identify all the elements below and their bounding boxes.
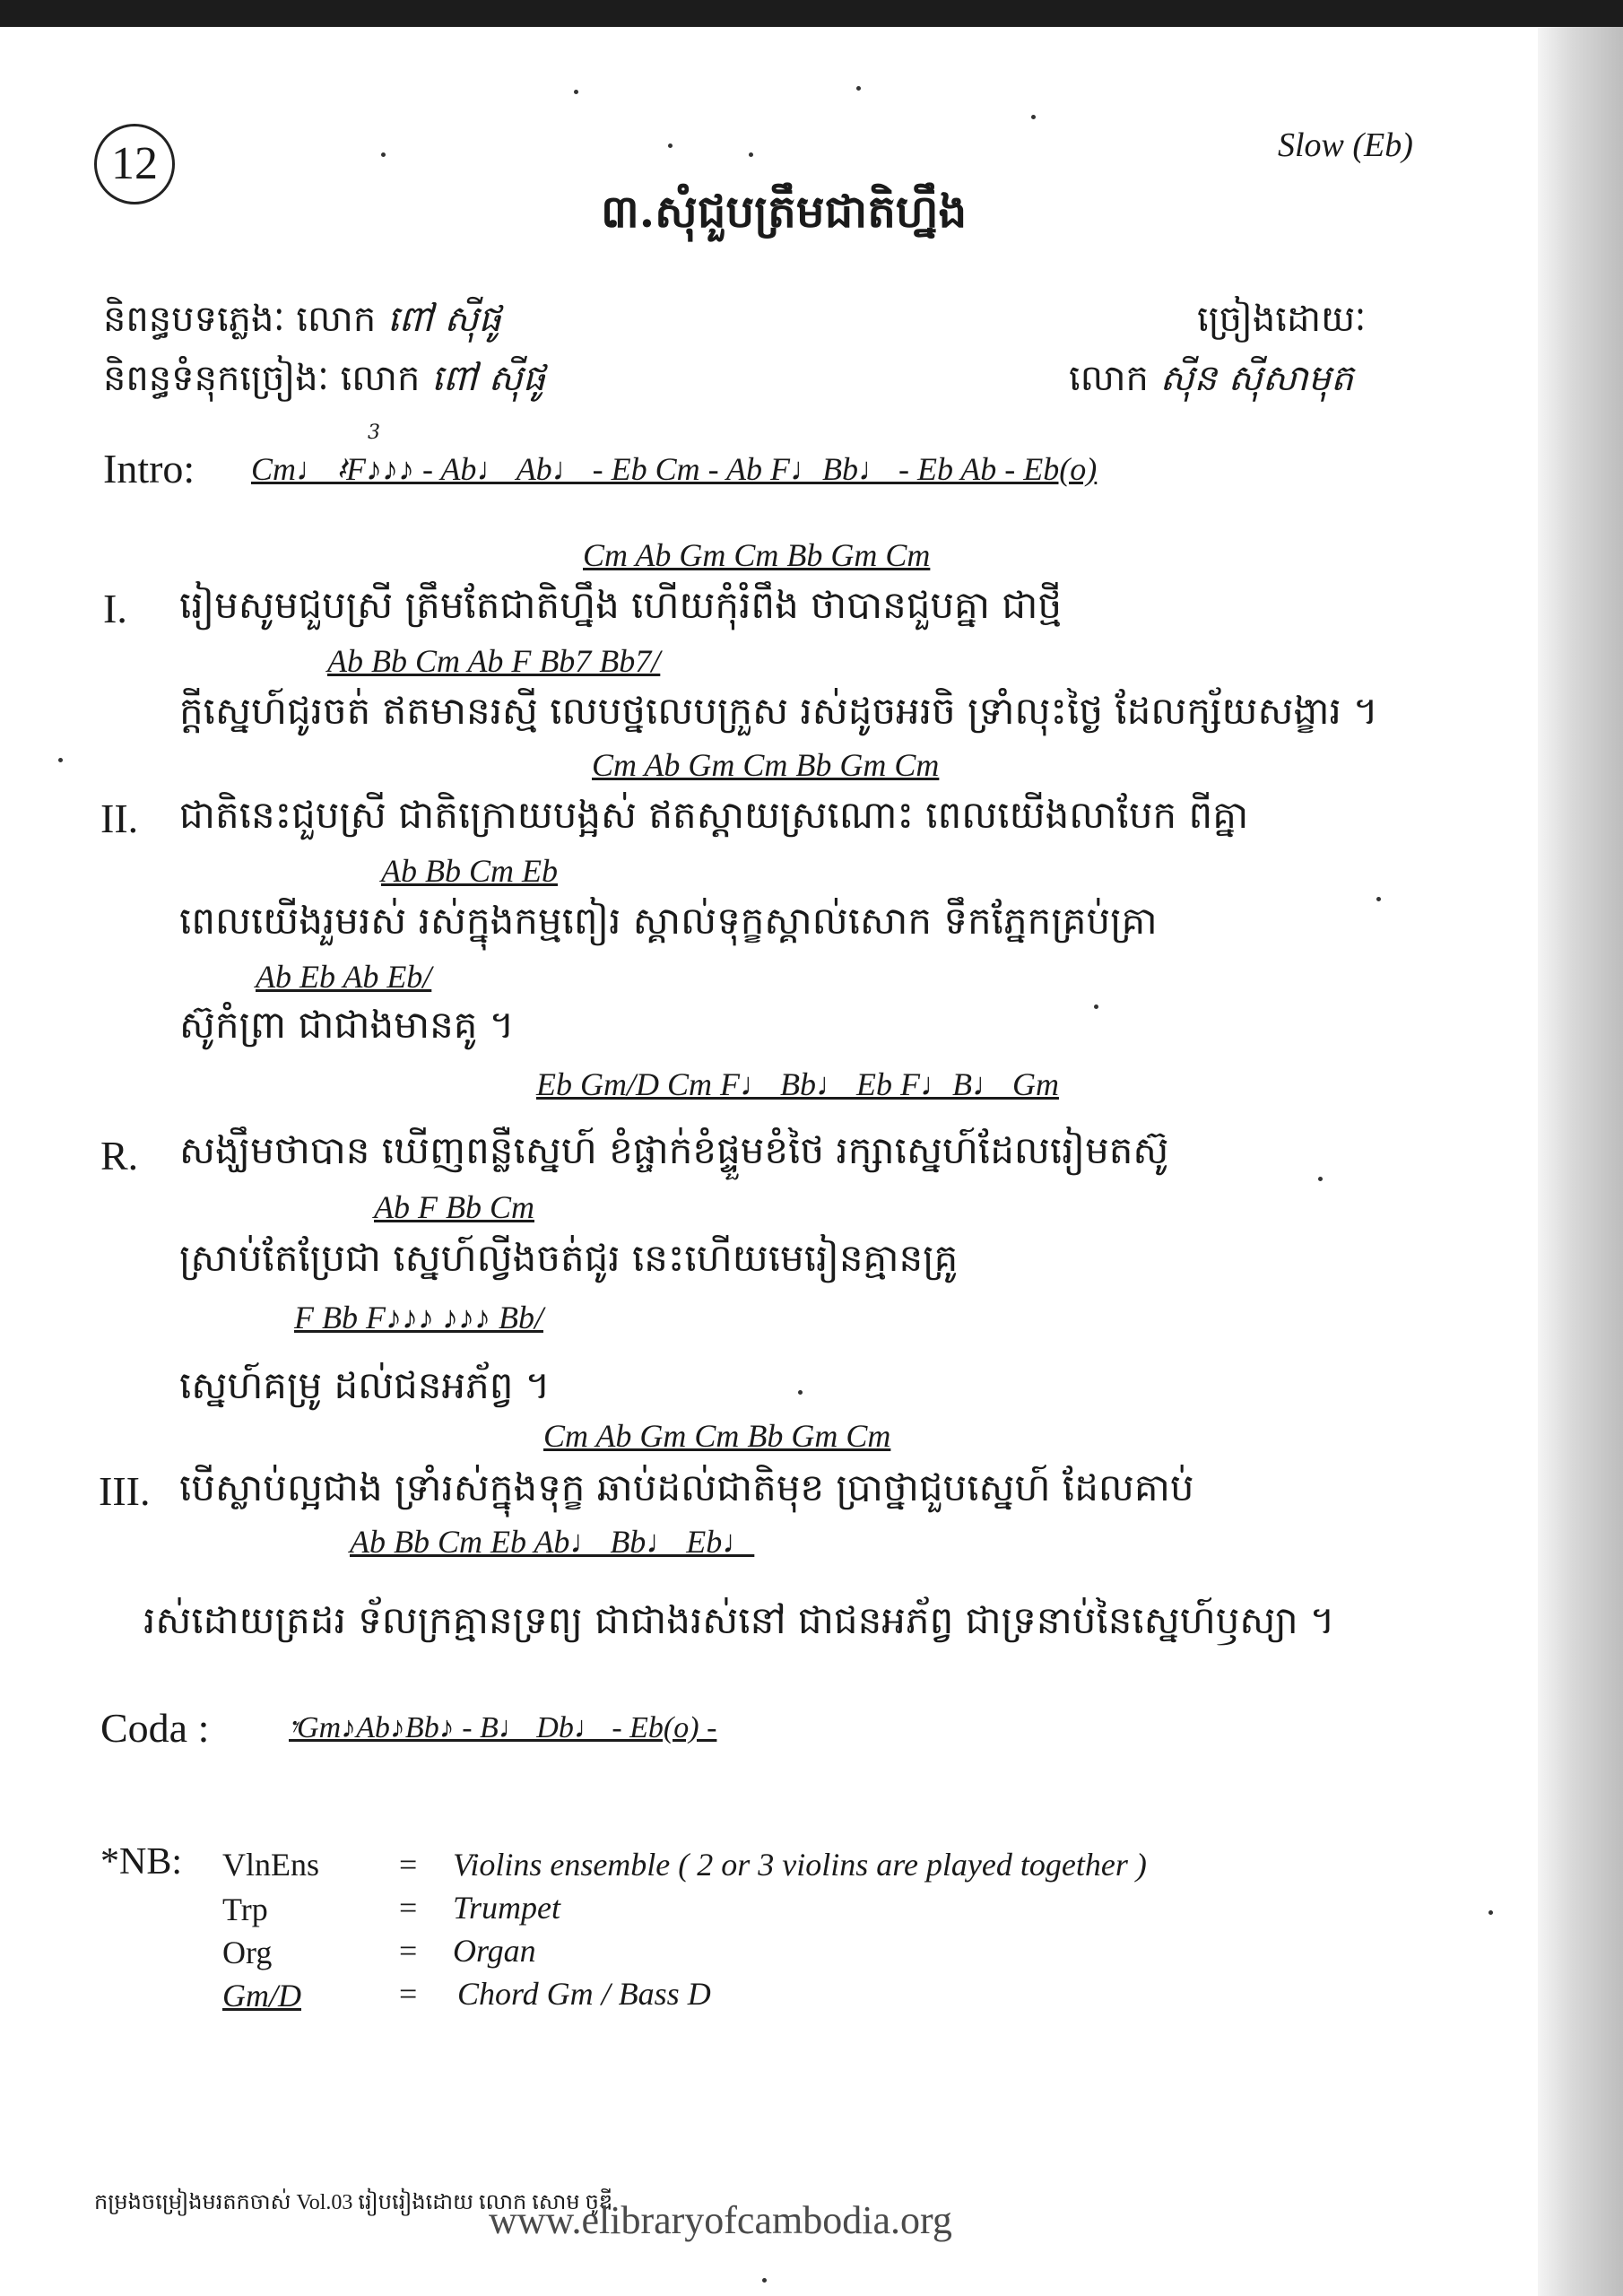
scan-speck (1376, 897, 1381, 901)
note-equals-vlnens: = (399, 1847, 418, 1883)
lyrics-credit (103, 355, 545, 408)
note-abbr-vlnens: VlnEns (222, 1847, 319, 1883)
note-desc-gmd-text: Chord Gm / Bass D (457, 1976, 711, 2012)
footer-book-info: កម្រងចម្រៀងមរតកចាស់ Vol.03 រៀបរៀងដោយ លោក សោម ចូឌី (94, 2191, 613, 2214)
coda-label: Coda : (100, 1705, 210, 1751)
note-abbr-gmd: Gm/D (222, 1978, 301, 2013)
notes-label: *NB: (100, 1841, 183, 1883)
note-desc-trp (453, 1889, 560, 1926)
refrain-chords-3: F Bb F♪♪♪ ♪♪♪ Bb/ (294, 1300, 543, 1335)
scan-speck (58, 758, 63, 762)
scan-page-edge (1538, 27, 1623, 2296)
verse-1-lyric-2: ក្តីស្នេហ៍ជូរចត់ ឥតមានរស្មី លេបថ្នលេបក្រួស រស់ដូចអរចិ ទ្រាំលុះថ្ងៃ ដែលក្ស័យសង្ខារ ។ (179, 689, 1378, 733)
tempo-key: Slow (Eb) (1278, 126, 1413, 164)
singer-prefix: លោក (1069, 358, 1149, 399)
note-desc-vlnens (453, 1846, 1147, 1883)
note-equals-gmd: = (399, 1976, 418, 2012)
note-desc-gmd (457, 1975, 711, 2013)
note-desc-org-text: Organ (453, 1933, 536, 1969)
song-title: ៣.សុំជួបត្រឹមជាតិហ្នឹង (601, 185, 968, 238)
verse-2-lyric-2: ពេលយើងរួមរស់ រស់ក្នុងកម្មពៀរ ស្គាល់ទុក្ខស្គាល់សោក ទឹកភ្នែកគ្រប់គ្រា (179, 899, 1158, 943)
singer-credit (1069, 355, 1353, 408)
verse-2-lyric-1: ជាតិនេះជួបស្រី ជាតិក្រោយបង្អស់ ឥតស្តាយស្រណោះ ពេលយើងលាបែក ពីគ្នា (179, 793, 1249, 837)
note-abbr-org: Org (222, 1935, 273, 1970)
scan-top-border (0, 0, 1623, 27)
music-credit (103, 296, 501, 349)
coda-chords: 𝄾Gm♪Ab♪Bb♪ - B♩ Db♩ - Eb(o) - (289, 1711, 717, 1744)
verse-2-chords-3: Ab Eb Ab Eb/ (256, 959, 432, 995)
scan-speck (574, 90, 578, 94)
refrain-lyric-1: សង្ឃឹមថាបាន ឃើញពន្លឺស្នេហ៍ ខំផ្ចាក់ខំផ្ទួមខំថៃ រក្សាស្នេហ៍ដែលរៀមតស៊ូ (179, 1128, 1169, 1172)
verse-2-lyric-3: ស៊ូកំព្រា ជាជាងមានគូ ។ (179, 1003, 515, 1047)
music-credit-label: និពន្ធបទភ្លេងៈ លោក (103, 299, 377, 340)
intro-chords: Cm♩ 𝄽F♪♪♪ - Ab♩ Ab♩ - Eb Cm - Ab F♩Bb♩ - Eb Ab - Eb(o) (251, 451, 1098, 487)
intro-triplet-mark: 3 (368, 422, 380, 444)
verse-1-chords-1: Cm Ab Gm Cm Bb Gm Cm (583, 537, 931, 573)
refrain-marker: R. (100, 1133, 139, 1178)
scan-speck (856, 86, 861, 91)
scan-speck (749, 152, 753, 157)
scan-speck (762, 2278, 767, 2283)
scan-speck (1488, 1910, 1493, 1915)
scan-speck (381, 152, 386, 157)
page-number: 12 (94, 124, 175, 204)
note-desc-trp-text: Trumpet (453, 1890, 561, 1926)
verse-3-lyric-1: បើស្លាប់ល្អជាង ទ្រាំរស់ក្នុងទុក្ខ ឆាប់ដល់ជាតិមុខ ប្រាថ្នាជួបស្នេហ៍ ដែលគាប់ (179, 1465, 1194, 1509)
verse-1-chords-2: Ab Bb Cm Ab F Bb7 Bb7/ (327, 643, 661, 679)
verse-3-chords-1: Cm Ab Gm Cm Bb Gm Cm (543, 1418, 891, 1454)
refrain-lyric-3: ស្នេហ៍គម្រូ ដល់ជនអភ័ព្វ ។ (179, 1363, 551, 1407)
intro-label: Intro: (103, 446, 195, 491)
verse-2-chords-1: Cm Ab Gm Cm Bb Gm Cm (592, 747, 940, 783)
lyrics-credit-label: និពន្ធទំនុកច្រៀងៈ លោក (103, 358, 421, 399)
verse-1-lyric-1: រៀមសូមជួបស្រី ត្រឹមតែជាតិហ្នឹង ហើយកុំរំពឹង ថាបានជួបគ្នា ជាថ្មី (179, 583, 1063, 627)
refrain-chords-1: Eb Gm/D Cm F♩ Bb♩ Eb F♩B♩ Gm (536, 1066, 1059, 1102)
scan-speck (1318, 1177, 1323, 1181)
verse-3-chords-2: Ab Bb Cm Eb Ab♩ Bb♩ Eb♩ (350, 1524, 755, 1560)
note-abbr-trp: Trp (222, 1892, 268, 1927)
scan-speck (1094, 1004, 1098, 1009)
scan-speck (798, 1390, 803, 1395)
note-desc-vlnens-text: Violins ensemble ( 2 or 3 violins are played together ) (453, 1847, 1147, 1883)
verse-2-chords-2: Ab Bb Cm Eb (381, 853, 558, 889)
note-equals-trp: = (399, 1890, 418, 1926)
sung-by-label: ច្រៀងដោយៈ (1197, 299, 1367, 340)
scan-speck (668, 144, 673, 148)
note-equals-org: = (399, 1933, 418, 1969)
verse-3-marker: III. (99, 1468, 151, 1514)
music-composer-name: ពៅ ស៊ីផូ (386, 299, 501, 340)
verse-3-lyric-2: រស់ដោយត្រដរ ទ័លក្រគ្មានទ្រព្យ ជាជាងរស់នៅ ជាជនអភ័ព្វ ជាទ្រនាប់នៃស្នេហ៍ឫស្យា ។ (143, 1598, 1335, 1642)
singer-name: ស៊ីន ស៊ីសាមុត (1159, 358, 1354, 399)
website-watermark: www.elibraryofcambodia.org (489, 2198, 952, 2242)
scan-speck (1031, 115, 1036, 119)
refrain-lyric-2: ស្រាប់តែប្រែជា ស្នេហ៍ល្វីងចត់ជូរ នេះហើយមេរៀនគ្មានគ្រូ (179, 1236, 959, 1280)
lyricist-name: ពៅ ស៊ីផូ (431, 358, 546, 399)
verse-1-marker: I. (103, 586, 127, 631)
verse-2-marker: II. (100, 796, 139, 841)
refrain-chords-2: Ab F Bb Cm (374, 1189, 534, 1225)
note-desc-org (453, 1932, 536, 1970)
